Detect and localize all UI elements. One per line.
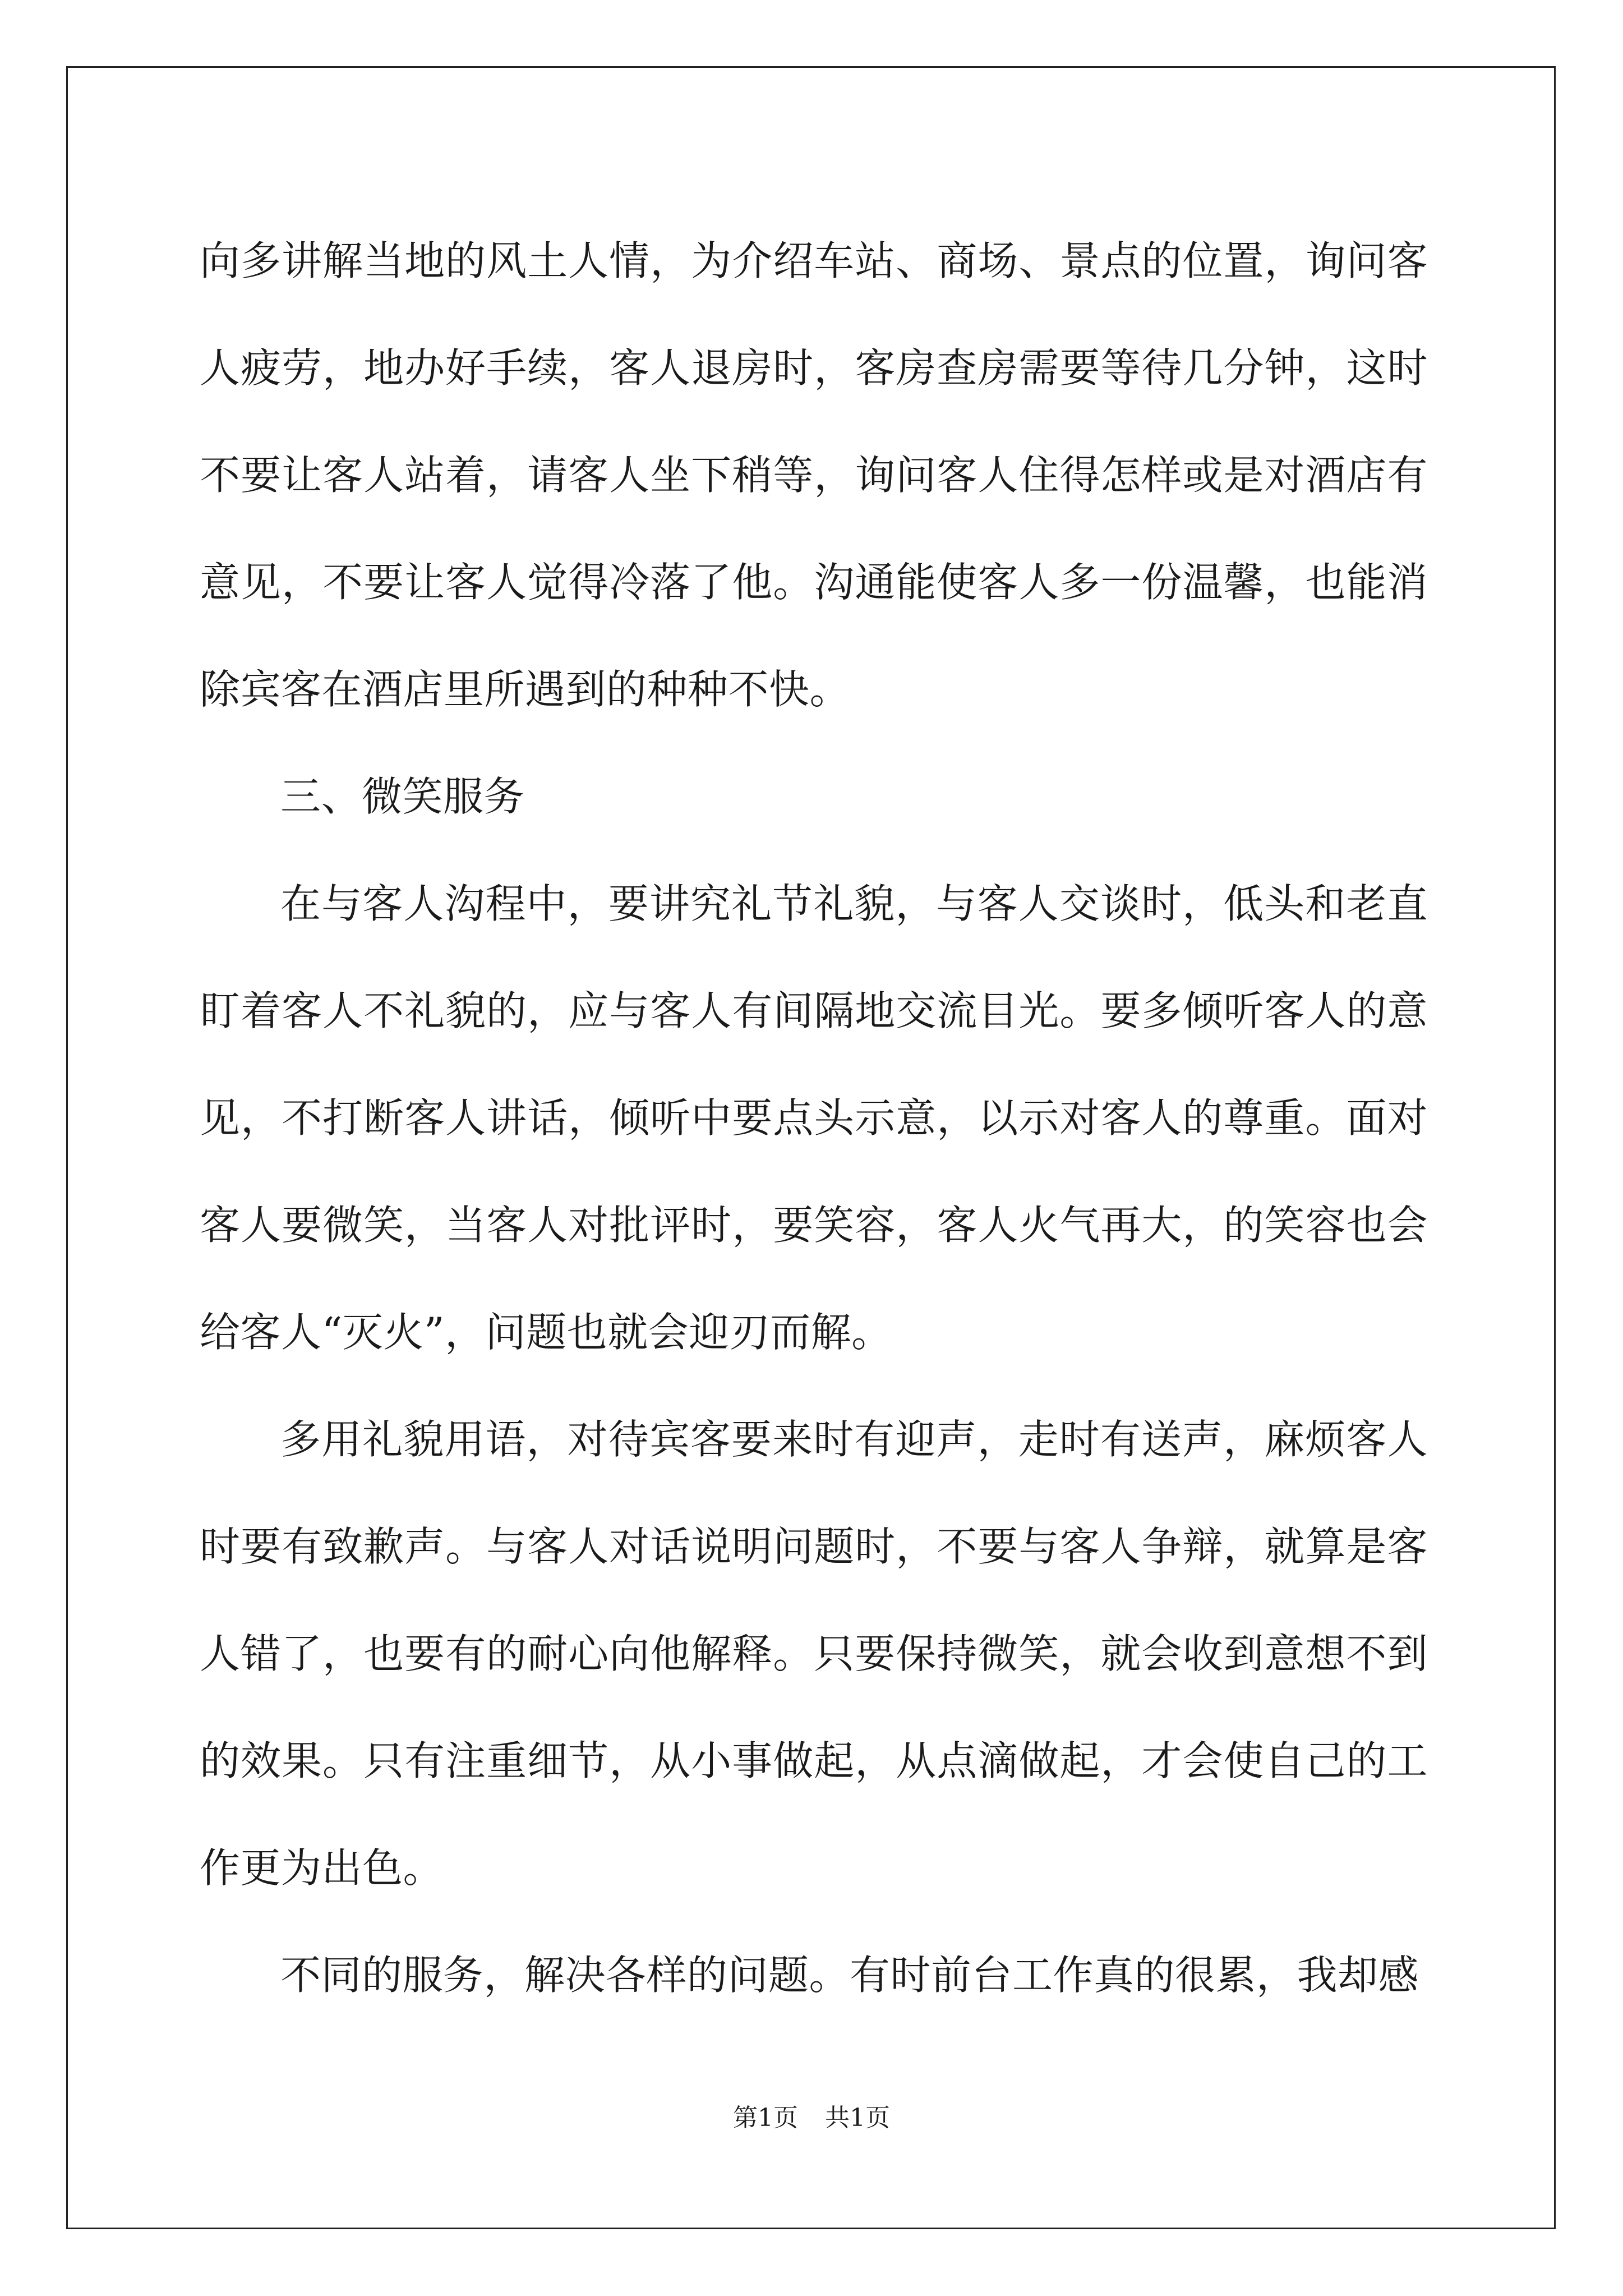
paragraph-4: 不同的服务，解决各样的问题。有时前台工作真的很累，我却感 <box>280 1952 1419 1999</box>
paragraph-1: 向多讲解当地的风土人情，为介绍车站、商场、景点的位置，询问客人疲劳，地办好手续，客人退房时，客房查房需要等待几分钟，这时不要让客人站着，请客人坐下稍等，询问客人住得怎样或是对酒店有意见，不要让客人觉得冷落了他。沟通能使客人多一份温馨，也能消除宾客在酒店里所遇到的种种不快。 <box>200 237 1428 713</box>
page-footer <box>0 2101 1623 2135</box>
page-total: 共1页 <box>825 2104 890 2132</box>
paragraph-2: 在与客人沟程中，要讲究礼节礼貌，与客人交谈时，低头和老直盯着客人不礼貌的，应与客人有间隔地交流目光。要多倾听客人的意见，不打断客人讲话，倾听中要点头示意，以示对客人的尊重。面对客人要微笑，当客人对批评时，要笑容，客人火气再大，的笑容也会给客人“灭火”，问题也就会迎刃而解。 <box>200 880 1428 1356</box>
paragraph-3: 多用礼貌用语，对待宾客要来时有迎声，走时有送声，麻烦客人时要有致歉声。与客人对话说明问题时，不要与客人争辩，就算是客人错了，也要有的耐心向他解释。只要保持微笑，就会收到意想不到的效果。只有注重细节，从小事做起，从点滴做起，才会使自己的工作更为出色。 <box>200 1416 1428 1892</box>
document-body <box>200 208 1428 2029</box>
page-number: 第1页 <box>733 2104 798 2132</box>
section-heading-smile-service: 三、微笑服务 <box>280 773 525 820</box>
